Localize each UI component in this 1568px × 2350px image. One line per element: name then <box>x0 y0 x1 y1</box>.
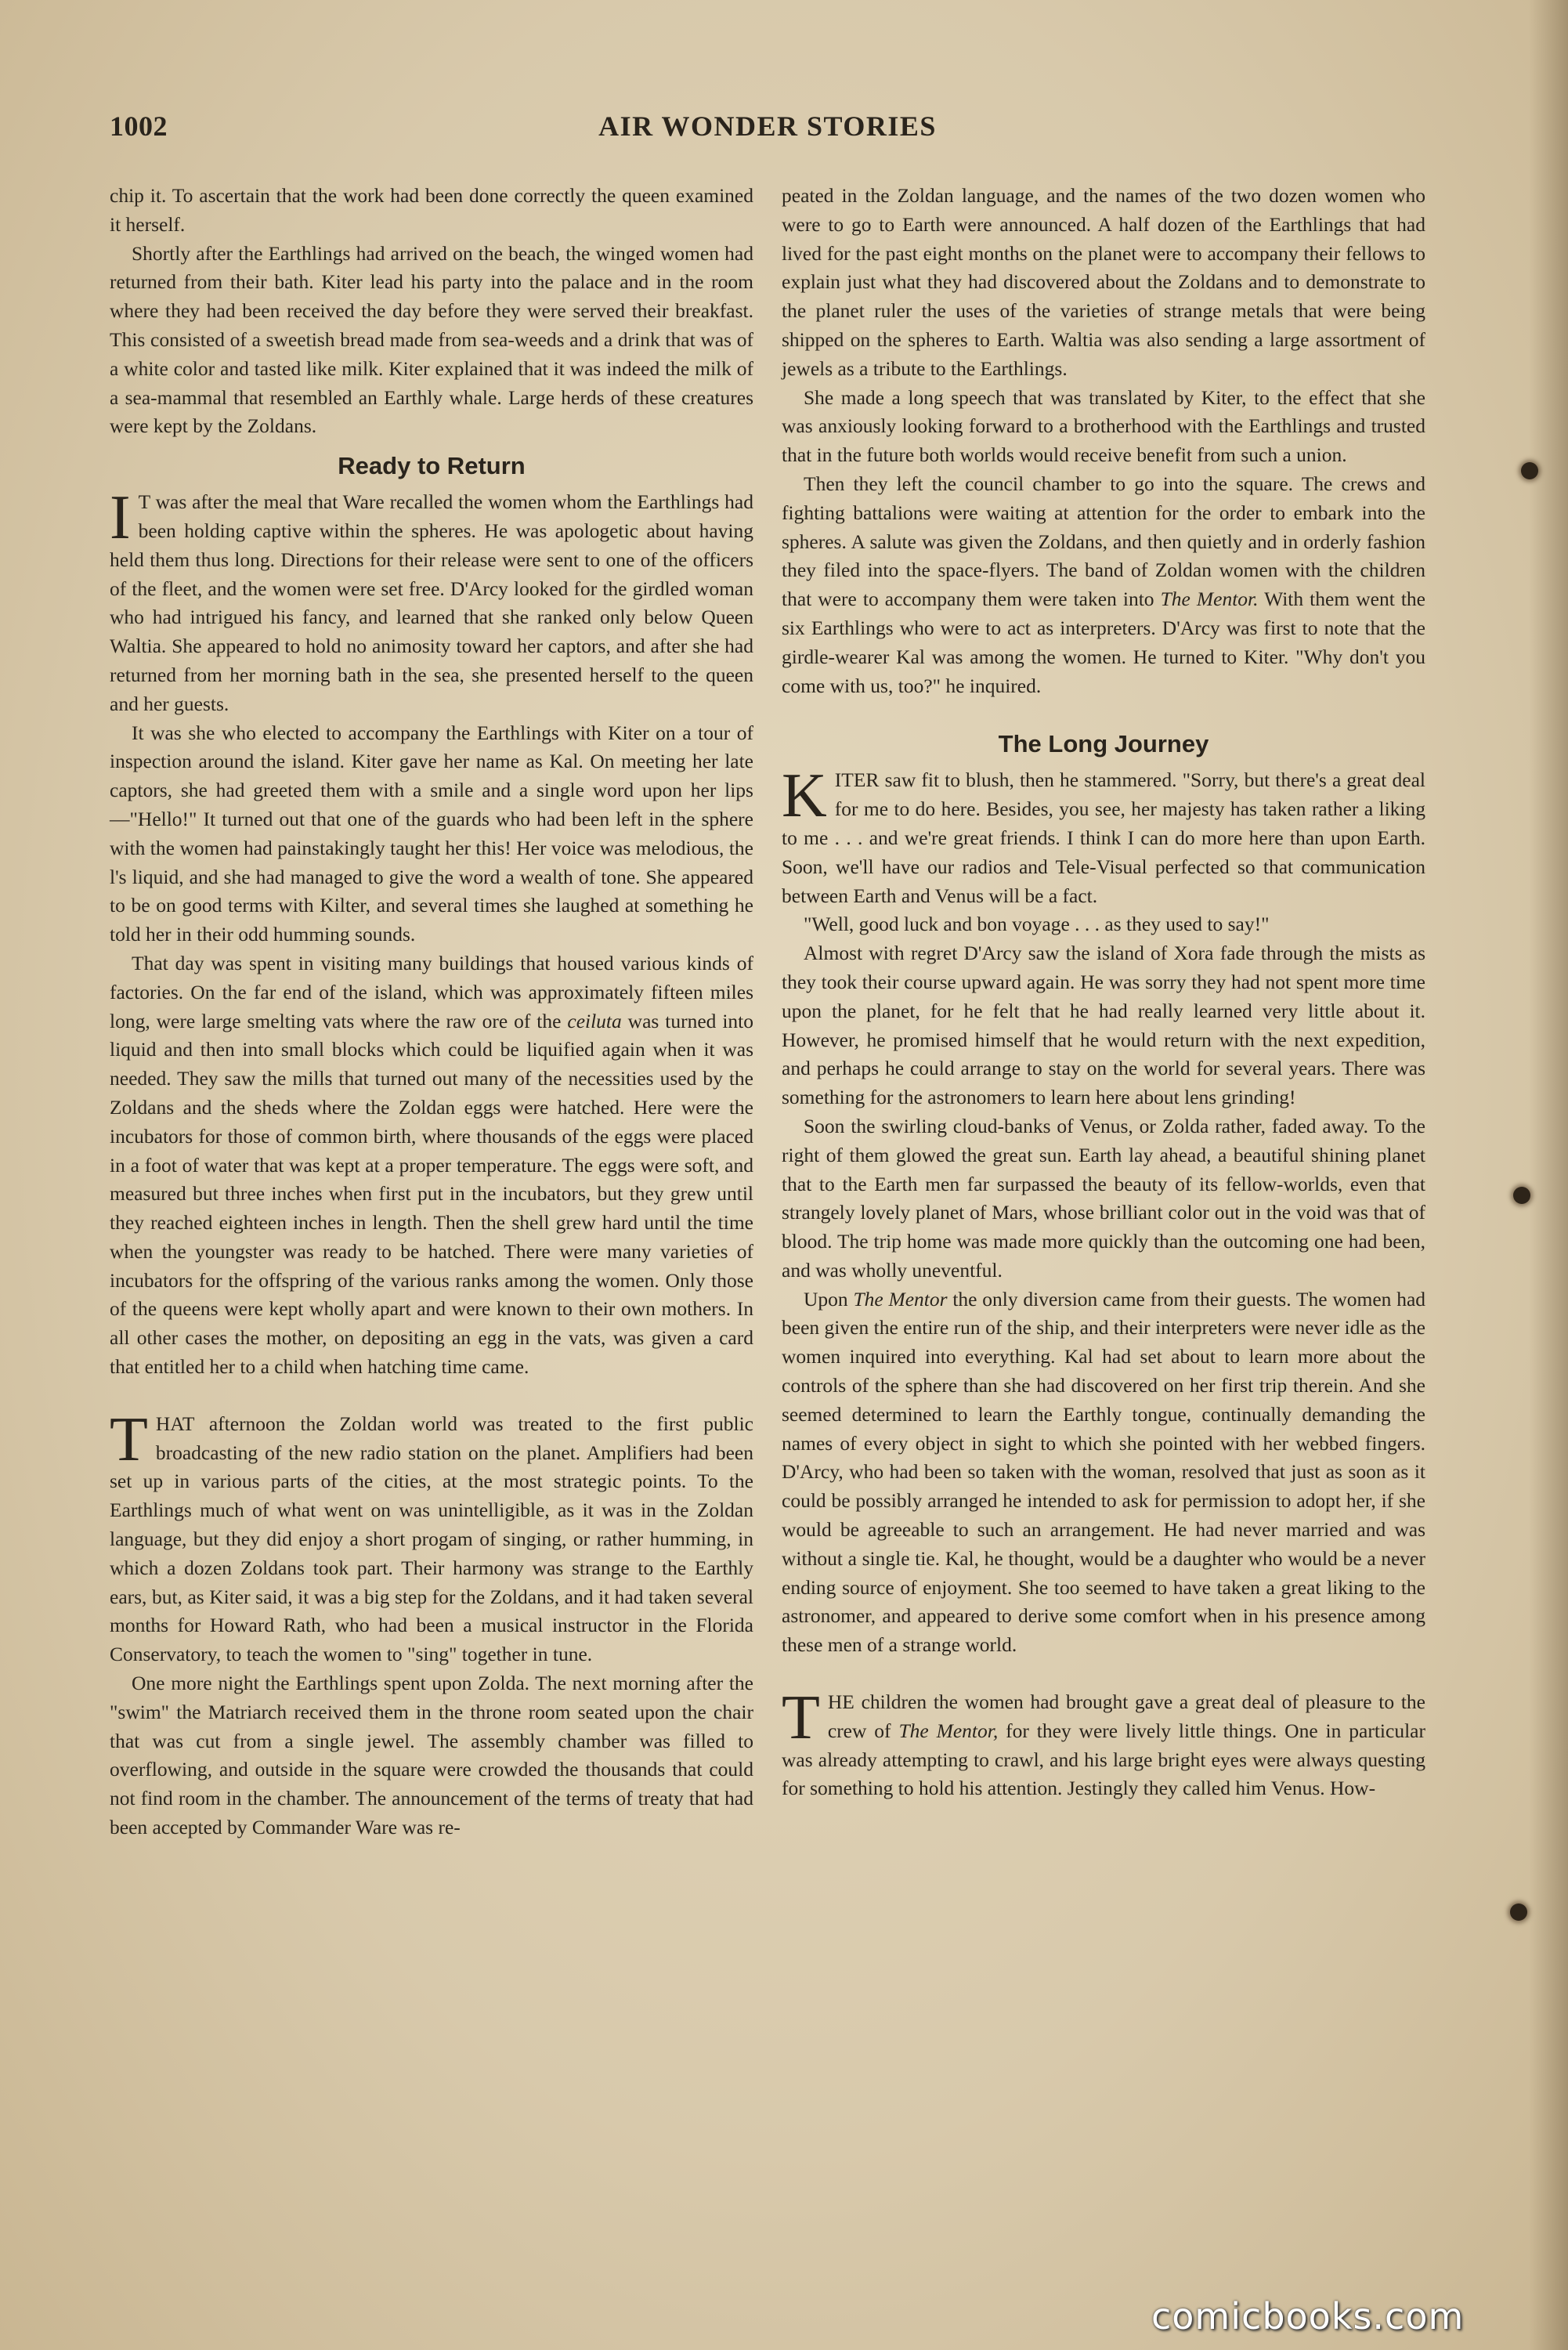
italic-term: ceiluta <box>567 1009 622 1032</box>
paragraph-text: ITER saw fit to blush, then he stammered. "Sorry, but there's a great deal for me to do here. Besides, you see, her majesty has taken rather a liking to me . . . and we're great friends. I think I can do more here than upon Earth. Soon, we'll have our radios and Tele-Visual perfected so that communication between Earth and Venus will be a fact. <box>782 768 1425 907</box>
paragraph-text: the only diversion came from their guests. The women had been given the entire run of the ship, and their interpreters were never idle as the women inquired into everything. Kal had set about to learn more about the controls of the sphere than she had discovered on her first trip therein. And she seemed determined to learn the Earthly tongue, continually demanding the names of every object in sight to which she pointed with her webbed fingers. D'Arcy, who had been so taken with the woman, resolved that just as soon as it could be possibly arranged he intended to ask for permission to adopt her, if she would be agreeable to such an arrangement. He had never married and was without a single tie. Kal, he thought, would be a daughter who would be a never ending source of enjoyment. She too seemed to have taken a great liking to the astronomer, and appeared to derive some comfort when in his presence among these men of a strange world. <box>782 1287 1426 1657</box>
paragraph: It was she who elected to accompany the Earthlings with Kiter on a tour of inspection around the island. Kiter gave her name as Kal. On meeting her late captors, she had greeted them with a smile and a single word upon her lips—"Hello!" It turned out that one of the guards who had been left in the sphere with the women had painstakingly taught her this! Her voice was melodious, the l's liquid, and she had managed to give the word a wealth of tone. She appeared to be on good terms with Kilter, and several times she laughed at something he told her in their odd humming sounds. <box>110 721 753 946</box>
page-edge-shading <box>1529 0 1568 2350</box>
paragraph: She made a long speech that was translated by Kiter, to the effect that she was anxiously looking forward to a brotherhood with the Earthlings and trusted that in the future both worlds would receive benefit from such a union. <box>782 385 1425 467</box>
paragraph <box>782 1683 1425 1803</box>
paper-hole <box>1521 462 1538 479</box>
italic-ship-name: The Mentor, <box>898 1719 999 1742</box>
paragraph <box>110 1405 753 1669</box>
paragraph: Soon the swirling cloud-banks of Venus, or Zolda rather, faded away. To the right of them glowed the great sun. Earth lay ahead, a beautiful shining planet that to the Earth men far surpassed the beauty of its fellow-worlds, even that strangely lovely planet of Mars, whose brilliant color out in the void was that of blood. The trip home was made more quickly than the outcoming one had been, and was wholly uneventful. <box>782 1114 1425 1282</box>
italic-ship-name: The Mentor. <box>1160 588 1259 611</box>
paragraph: Shortly after the Earthlings had arrived on the beach, the winged women had returned from their bath. Kiter lead his party into the palace and in the room where they had been received the day before they were served their breakfast. This consisted of a sweetish bread made from sea-weeds and a drink that was of a white color and tasted like milk. Kiter explained that it was indeed the milk of a sea-mammal that resembled an Earthly whale. Large herds of these creatures were kept by the Zoldans. <box>110 241 753 438</box>
paragraph-text: With them went the six Earthlings who were to act as interpreters. D'Arcy was first to note that the girdle-wearer Kal was among the women. He turned to Kiter. "Why don't you come with us, too?" he inquired. <box>782 588 1425 697</box>
page-header <box>110 110 1425 157</box>
paragraph-text: T was after the meal that Ware recalled the women whom the Earthlings had been holding captive within the spheres. He was apologetic about having held them thus long. Directions for their release were sent to one of the officers of the fleet, and the women were set free. D'Arcy looked for the girdled woman who had intrigued his fancy, and learned that she ranked only below Queen Waltia. She appeared to hold no animosity toward her captors, and after she had returned from her morning bath in the sea, she presented herself to the queen and her guests. <box>110 490 753 715</box>
drop-cap: K <box>782 761 827 831</box>
paragraph-text: Then they left the council chamber to go into the square. The crews and fighting battalions were waiting at attention for the order to embark into the spheres. A salute was given the Zoldans, and then quietly and in orderly fashion they filed into the space-flyers. The band of Zoldan women with the children that were to accompany them were taken into <box>782 472 1425 611</box>
paragraph-text: Upon <box>804 1287 854 1311</box>
paragraph <box>110 949 753 1382</box>
paragraph-text: for they were lively little things. One in particular was already attempting to crawl, and his large bright eyes were always questing for something to hold his attention. Jestingly they called him Venus. How- <box>782 1719 1425 1800</box>
paragraph: chip it. To ascertain that the work had been done correctly the queen examined it herself. <box>110 184 753 236</box>
paragraph: peated in the Zoldan language, and the names of the two dozen women who were to go to Earth were announced. A half dozen of the Earthlings that had lived for the past eight months on the planet were to accompany their fellows to explain just what they had discovered about the Zoldans and to demonstrate to the planet ruler the uses of the varieties of strange metals that were being shipped on the spheres to Earth. Waltia was also sending a large assortment of jewels as a tribute to the Earthlings. <box>782 184 1425 380</box>
drop-cap: I <box>110 483 131 553</box>
paper-hole <box>1513 1187 1530 1204</box>
page-number: 1002 <box>110 110 168 142</box>
paragraph <box>782 470 1425 700</box>
paragraph-text: HE children the women had brought gave a great deal of pleasure to the crew of <box>827 1690 1425 1742</box>
paragraph-text: That day was spent in visiting many buildings that housed various kinds of factories. On the far end of the island, which was approximately fifteen miles long, were large smelting vats where the raw ore of the <box>110 951 753 1032</box>
paragraph: One more night the Earthlings spent upon Zolda. The next morning after the "swim" the Matriarch received them in the throne room seated upon the chair that was cut from a single jewel. The assembly chamber was filled to overflowing, and outside in the square were crowded the thousands that could not find room in the chamber. The announcement of the terms of treaty that had been accepted by Commander Ware was re- <box>110 1672 753 1839</box>
section-heading-ready-to-return: Ready to Return <box>338 452 526 480</box>
drop-cap: T <box>782 1683 820 1753</box>
paper-hole <box>1510 1904 1527 1921</box>
paragraph: "Well, good luck and bon voyage . . . as they used to say!" <box>804 913 1270 936</box>
paragraph <box>782 761 1425 910</box>
paragraph-text: was turned into liquid and then into small blocks which could be liquified again when it was needed. They saw the mills that turned out many of the necessities used by the Zoldans and the sheds where the Zoldan eggs were hatched. Here were the incubators for those of common birth, where thousands of the eggs were placed in a foot of water that was kept at a proper temperature. The eggs were soft, and measured but three inches when first put in the incubators, but they grew until they reached eighteen inches in length. Then the shell grew hard until the time when the youngster was ready to be hatched. There were many varieties of incubators for the offspring of the various ranks among the women. Only those of the queens were kept wholly apart and were known to their own mothers. In all other cases the mother, on depositing an egg in the vats, was given a card that entitled her to a child when hatching time came. <box>110 1009 753 1379</box>
watermark: comicbooks.com <box>1151 2295 1465 2337</box>
right-column <box>782 182 1425 1803</box>
drop-cap: T <box>110 1405 148 1474</box>
magazine-title: AIR WONDER STORIES <box>598 110 937 142</box>
paragraph <box>110 483 753 718</box>
paragraph <box>782 1285 1425 1660</box>
italic-ship-name: The Mentor <box>853 1287 948 1311</box>
paragraph: Almost with regret D'Arcy saw the island of Xora fade through the mists as they took their course upward again. He was sorry they had not spent more time upon the planet, for he felt that he had really learned very little about it. However, he promised himself that he would return with the next expedition, and perhaps he could arrange to stay on the world for several years. There was something for the astronomers to learn here about lens grinding! <box>782 942 1425 1109</box>
left-column <box>110 182 753 1842</box>
paragraph-text: HAT afternoon the Zoldan world was treated to the first public broadcasting of the new radio station on the planet. Amplifiers had been set up in various parts of the cities, at the most strategic points. To the Earthlings much of what went on was unintelligible, as it was in the Zoldan language, but they did enjoy a short progam of singing, or rather humming, in which a dozen Zoldans took part. Their harmony was strange to the Earthly ears, but, as Kiter said, it was a big step for the Zoldans, and it had taken several months for Howard Rath, who had been a musical instructor in the Florida Conservatory, to teach the women to "sing" together in tune. <box>110 1412 753 1666</box>
section-heading-the-long-journey: The Long Journey <box>998 730 1209 758</box>
